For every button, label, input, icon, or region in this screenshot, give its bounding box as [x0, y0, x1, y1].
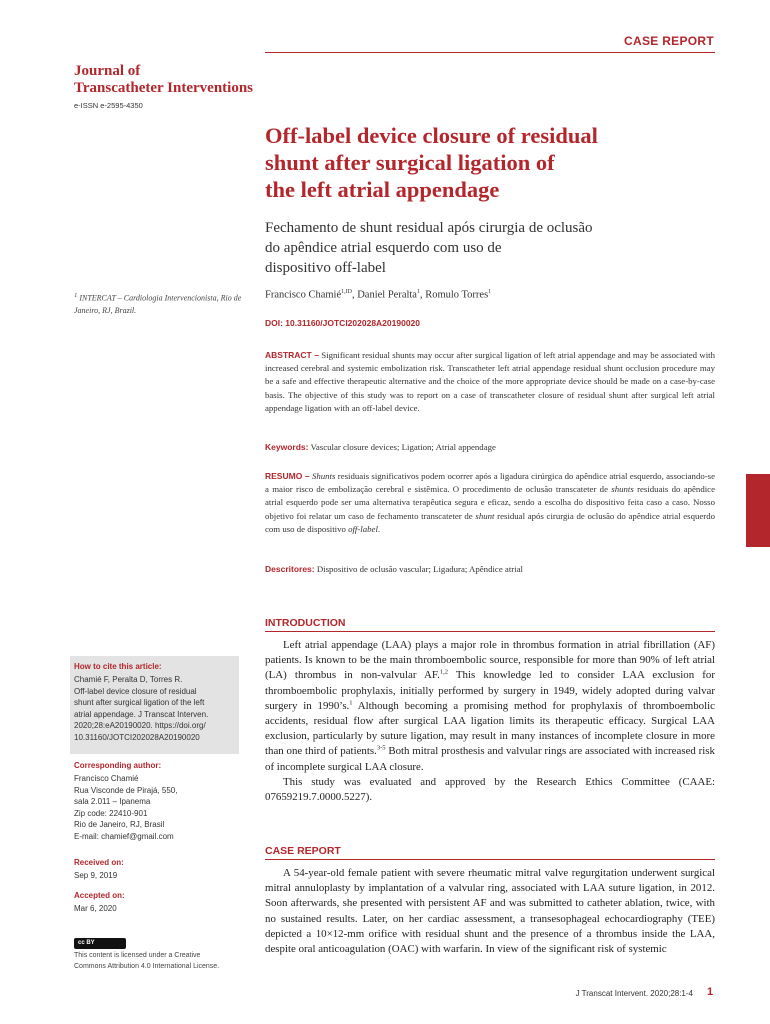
journal-name-line1: Journal of	[74, 63, 141, 79]
title-line: shunt after surgical ligation of	[265, 150, 555, 175]
author-list: Francisco Chamié$^{1,ID}$, Daniel Peralta$^1$, Romulo Torres$^1$	[265, 289, 492, 301]
affiliation-marker: 1	[74, 292, 78, 299]
corr-line: Rua Visconde de Pirajá, 550,	[74, 785, 178, 795]
subtitle-line: dispositivo off-label	[265, 260, 386, 276]
license-text	[74, 950, 249, 972]
section-rule	[265, 859, 715, 860]
license-line: This content is licensed under a Creative	[74, 952, 201, 959]
article-subtitle	[265, 218, 695, 278]
author-name[interactable]: Francisco Chamié	[265, 289, 342, 301]
cite-line: Chamié F, Peralta D, Torres R.	[74, 675, 183, 684]
corr-line: Francisco Chamié	[74, 774, 139, 783]
footer-citation: J Transcat Intervent. 2020;28:1-4	[575, 989, 693, 998]
corresponding-heading: Corresponding author:	[74, 761, 162, 770]
cite-line[interactable]: 10.31160/JOTCI202028A20190020	[74, 732, 200, 742]
subtitle-line: Fechamento de shunt residual após cirurgia de oclusão	[265, 220, 593, 236]
received-heading: Received on:	[74, 858, 124, 867]
resumo-heading: RESUMO –	[265, 471, 310, 481]
introduction-paragraph	[265, 638, 715, 775]
abstract-heading: ABSTRACT –	[265, 350, 319, 360]
affiliation	[74, 290, 249, 317]
descritores	[265, 564, 523, 574]
citation-ref[interactable]: 1,2	[439, 668, 448, 676]
section-rule	[265, 631, 715, 632]
title-line: Off-label device closure of residual	[265, 123, 598, 148]
section-marker-tab	[746, 474, 770, 547]
introduction-body	[265, 638, 715, 805]
citation-ref[interactable]: 1	[349, 699, 353, 707]
abstract-text: Significant residual shunts may occur after surgical ligation of left atrial appendage and may be associated with increased cerebral and systemic embolization risk. Transcatheter left atrial appendage residual shunt occlusion procedure may be a safe and effective therapeutic alternative and the choice of the more appropriate device should be made on a case-by-case basis. The objective of this study was to report on a case of transcatheter closure of residual shunt after surgical left atrial appendage ligation with an off-label device.	[265, 350, 715, 413]
journal-name[interactable]	[74, 63, 253, 97]
accepted-date: Mar 6, 2020	[74, 904, 117, 913]
header-rule	[265, 52, 715, 53]
text-run: Both mitral prosthesis and valvular rings are associated with increased risk of incomplete surgical LAA closure.	[265, 745, 715, 773]
author-sup: 1	[488, 289, 492, 295]
text-run: Although becoming a promising method for prophylaxis of thromboembolic accidents, residual flow after surgical LAA ligation limits its therapeutic efficacy. Surgical LAA exclusion, particularly by suture ligation, may result in many instances of incomplete closure in more than one third of patients.	[265, 699, 715, 758]
descritores-text: Dispositivo de oclusão vascular; Ligadura; Apêndice atrial	[316, 564, 523, 574]
keywords-text: Vascular closure devices; Ligation; Atrial appendage	[310, 442, 496, 452]
introduction-paragraph: This study was evaluated and approved by the Research Ethics Committee (CAAE: 07659219.7.0000.5227).	[265, 775, 715, 804]
resumo	[265, 470, 715, 536]
corresponding-text	[74, 773, 239, 843]
italic-term: shunt	[475, 510, 495, 521]
corr-line: Rio de Janeiro, RJ, Brasil	[74, 820, 165, 830]
keywords	[265, 442, 496, 452]
text-run: .	[377, 523, 381, 534]
resumo-text	[265, 471, 715, 534]
case-report-body	[265, 866, 715, 957]
author-name[interactable]: Romulo Torres	[425, 289, 489, 301]
journal-name-line2: Transcatheter Interventions	[74, 80, 254, 96]
issn: e-ISSN e-2595-4350	[74, 101, 143, 110]
text-run: This knowledge led to consider LAA exclusion for thromboembolic prophylaxis, initially performed by surgery in 1949, widely adopted during valvar surgery in 1990’s.	[265, 669, 715, 712]
corr-line: Zip code: 22410-901	[74, 808, 148, 818]
cite-line: Off-label device closure of residual	[74, 686, 197, 696]
section-tag: CASE REPORT	[624, 34, 714, 48]
article-title	[265, 122, 705, 203]
cc-by-badge-icon[interactable]	[74, 938, 126, 949]
text-run: residual após cirurgia de oclusão do apêndice atrial esquerdo com uso de dispositivo	[265, 510, 715, 534]
page-number: 1	[707, 986, 714, 998]
keywords-label: Keywords:	[265, 442, 309, 452]
received-date: Sep 9, 2019	[74, 871, 118, 880]
descritores-label: Descritores:	[265, 564, 315, 574]
affiliation-text: INTERCAT – Cardiologia Intervencionista, Rio de Janeiro, RJ, Brazil.	[74, 293, 242, 315]
text-run: residuais significativos podem ocorrer após a ligadura cirúrgica do apêndice atrial esquerdo, associando-se a maior risco de embolização cerebral e sistêmica. O procedimento de oclusão transcateter de	[265, 471, 715, 495]
cc-badge-text: cc BY	[78, 940, 95, 946]
license-line: Commons Attribution 4.0 International License.	[74, 963, 220, 970]
author-name[interactable]: Daniel Peralta	[357, 289, 417, 301]
accepted-heading: Accepted on:	[74, 891, 125, 900]
citation-ref[interactable]: 3-5	[376, 744, 386, 752]
italic-term: off-label	[348, 523, 378, 534]
author-sup: 1	[416, 289, 420, 295]
doi-link[interactable]: DOI: 10.31160/JOTCI202028A20190020	[265, 318, 421, 328]
case-report-paragraph: A 54-year-old female patient with severe rheumatic mitral valve regurgitation underwent surgical mitral annuloplasty by implantation of a valvular ring, associated with LAA suture ligation, in 2012. Soon afterwards, she presented with persistent AF and was submitted to catheter ablation, twice, with no sustained results. Later, on her cardiac assessment, a transesophageal echocardiography (TEE) depicted a 10×12-mm orifice with residual shunt and the presence of a thrombus inside the LAA, despite oral anticoagulation (OAC) with warfarin. In view of the significant risk of systemic	[265, 867, 715, 956]
corr-email[interactable]: E-mail: chamief@gmail.com	[74, 831, 174, 841]
text-run: residuais do apêndice atrial esquerdo pode ser uma alternativa terapêutica segura e eficaz, sendo a escolha do dispositivo feita caso a caso. Nosso objetivo foi relatar um caso de fechamento transcateter de	[265, 484, 715, 521]
subtitle-line: do apêndice atrial esquerdo com uso de	[265, 240, 502, 256]
cite-text	[74, 674, 239, 744]
author-sup: 1,ID	[341, 289, 352, 295]
introduction-heading: INTRODUCTION	[265, 617, 346, 629]
corr-line: sala 2.011 – Ipanema	[74, 797, 151, 807]
text-run: Left atrial appendage (LAA) plays a major role in thrombus formation in atrial fibrillation (AF) patients. Is known to be the main thromboembolic source, responsible for more than 90% of left atrial (LA) thrombus in non-valvular AF.	[265, 639, 715, 682]
cite-line: 2020;28:eA20190020. https://doi.org/	[74, 721, 206, 731]
italic-term: Shunts	[311, 471, 336, 481]
cite-line: atrial appendage. J Transcat Interven.	[74, 709, 209, 719]
cite-line: shunt after surgical ligation of the left	[74, 698, 205, 708]
case-report-heading: CASE REPORT	[265, 845, 341, 857]
title-line: the left atrial appendage	[265, 177, 500, 202]
abstract	[265, 349, 715, 415]
cite-heading: How to cite this article:	[74, 662, 162, 671]
italic-term: shunts	[611, 484, 634, 495]
